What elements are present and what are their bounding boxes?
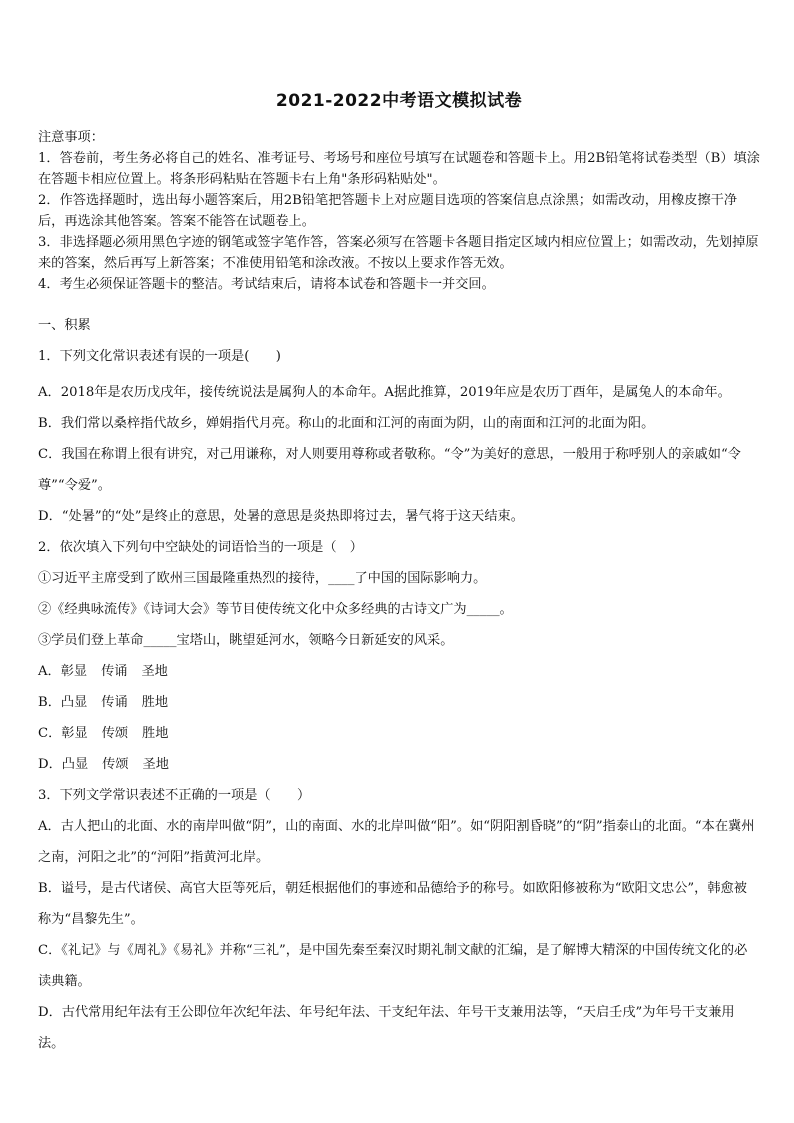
question-2-sentence-1: ①习近平主席受到了欧州三国最隆重热烈的接待，____了中国的国际影响力。 [38,571,487,586]
question-2-choice-c [38,718,760,749]
spacer [38,295,760,315]
page-title: 2021-2022中考语文模拟试卷 [275,91,523,111]
notice-item-2: 2．作答选择题时，选出每小题答案后，用2B铅笔把答题卡上对应题目选项的答案信息点涂黑；如需改动，用橡皮擦干净后，再选涂其他答案。答案不能答在试题卷上。 [38,193,738,229]
section-heading: 一、积累 [38,318,91,333]
choice-word-1: 凸显 [61,757,89,772]
notice-item-3: 3．非选择题必须用黑色字迹的钢笔或签字笔作答，答案必须写在答题卡各题目指定区域内相应位置上；如需改动，先划掉原来的答案，然后再写上新答案；不准使用铅笔和涂改液。不按以上要求作答无效。 [38,235,759,271]
question-3-stem: 3．下列文学常识表述不正确的一项是（ ） [38,788,311,803]
choice-label: C． [38,726,62,741]
notice-block [38,127,760,295]
question-3-option-b: B．谥号，是古代诸侯、高官大臣等死后，朝廷根据他们的事迹和品德给予的称号。如欧阳修被称为“欧阳文忠公”，韩愈被称为“昌黎先生”。 [38,881,747,927]
question-1-option-a: A．2018年是农历戊戌年，接传统说法是属狗人的本命年。A据此推算，2019年应是农历丁酉年，是属兔人的本命年。 [38,385,731,400]
exam-page [38,86,760,1059]
choice-label: B． [38,695,61,710]
choice-word-2: 传颂 [102,757,129,772]
choice-word-1: 彰显 [60,664,88,679]
question-2-sentence-3: ③学员们登上革命_____宝塔山，眺望延河水，领略今日新延安的风采。 [38,633,454,648]
question-1 [38,346,760,532]
choice-label: A． [38,664,61,679]
choice-word-1: 凸显 [60,695,88,710]
question-1-option-d: D．“处暑”的“处”是终止的意思，处暑的意思是炎热即将过去，暑气将于这天结束。 [38,509,524,524]
question-3-option-c: C．《礼记》与《周礼》《易礼》并称“三礼”，是中国先秦至秦汉时期礼制文献的汇编，是了解博大精深的中国传统文化的必读典籍。 [38,943,748,989]
choice-label: D． [38,757,62,772]
choice-word-3: 胜地 [142,726,169,741]
question-2-choice-b [38,687,760,718]
choice-word-3: 圣地 [142,757,169,772]
choice-word-2: 传诵 [101,695,128,710]
question-2-sentence-2: ②《经典咏流传》《诗词大会》等节目使传统文化中众多经典的古诗文广为_____。 [38,602,513,617]
choice-word-1: 彰显 [61,726,88,741]
question-1-option-c: C．我国在称谓上很有讲究，对己用谦称，对人则要用尊称或者敬称。“令”为美好的意思，一般用于称呼别人的亲戚如“令尊”“令爱”。 [38,447,741,493]
question-1-stem: 1．下列文化常识表述有误的一项是( ) [38,349,281,364]
question-2-choice-d [38,749,760,780]
choice-word-2: 传颂 [101,726,129,741]
question-3-option-a: A．古人把山的北面、水的南岸叫做“阴”，山的南面、水的北岸叫做“阳”。如“阴阳割昏晓”的“阴”指泰山的北面。“本在冀州之南，河阳之北”的“河阳”指黄河北岸。 [38,819,755,865]
question-3-option-d: D．古代常用纪年法有王公即位年次纪年法、年号纪年法、干支纪年法、年号干支兼用法等，“天启壬戌”为年号干支兼用法。 [38,1005,735,1051]
choice-word-2: 传诵 [101,664,128,679]
choice-word-3: 圣地 [141,664,168,679]
question-2-stem: 2．依次填入下列句中空缺处的词语恰当的一项是（ ） [38,540,363,555]
question-3 [38,780,760,1059]
notice-item-1: 1．答卷前，考生务必将自己的姓名、准考证号、考场号和座位号填写在试题卷和答题卡上。用2B铅笔将试卷类型（B）填涂在答题卡相应位置上。将条形码粘贴在答题卡右上角"条形码粘贴处"。 [38,151,760,187]
notice-heading: 注意事项： [38,130,104,145]
notice-item-4: 4．考生必须保证答题卡的整洁。考试结束后，请将本试卷和答题卡一并交回。 [38,277,495,292]
question-2-choice-a [38,656,760,687]
choice-word-3: 胜地 [141,695,169,710]
question-2 [38,532,760,780]
question-1-option-b: B．我们常以桑梓指代故乡，婵娟指代月亮。称山的北面和江河的南面为阴，山的南面和江河的北面为阳。 [38,416,655,431]
